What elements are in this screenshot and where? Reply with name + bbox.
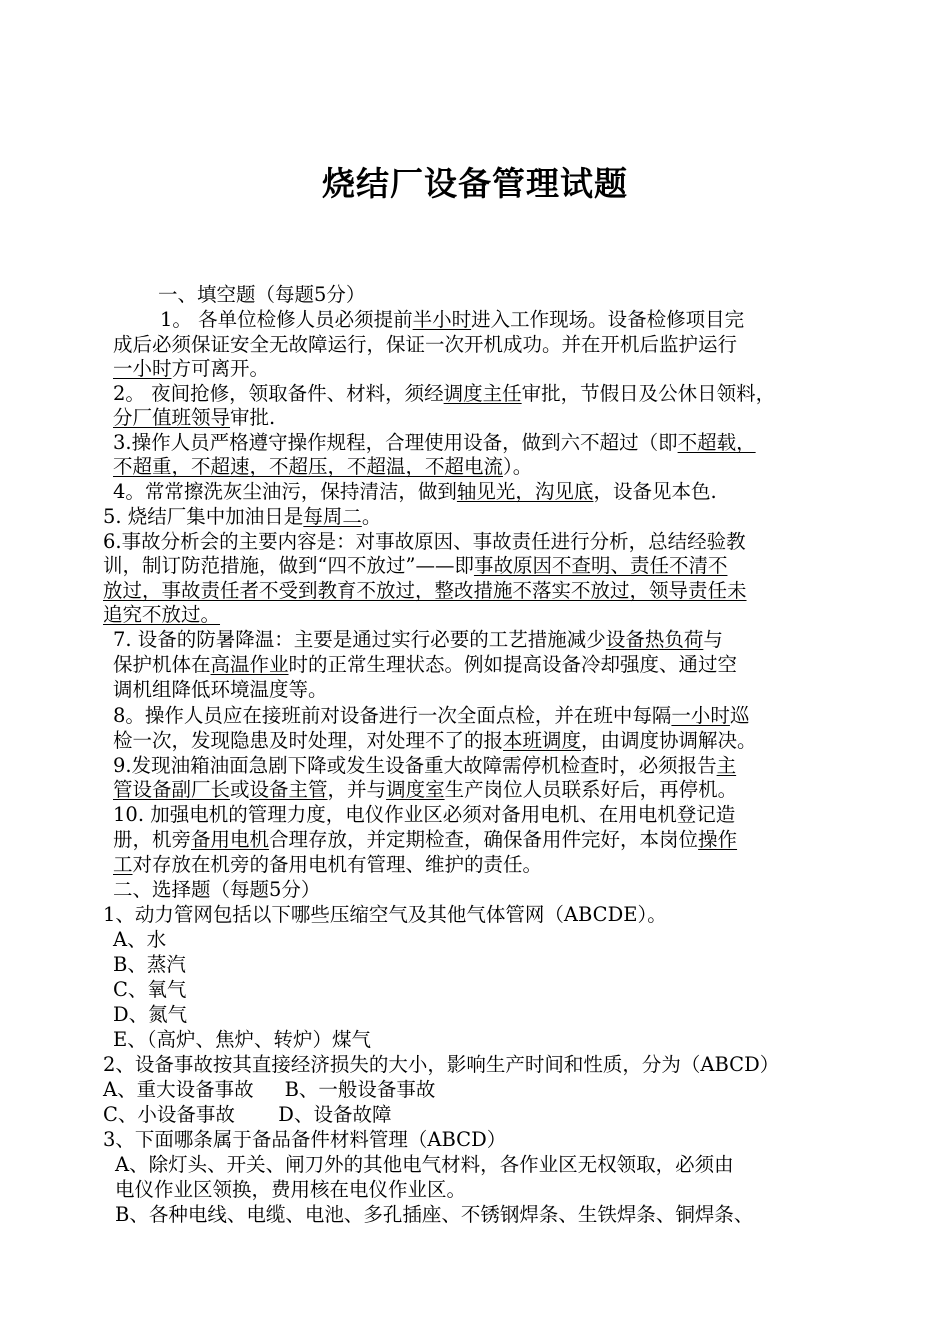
text-segment: 合理存放，并定期检查，确保备用件完好，本岗位 xyxy=(269,828,699,851)
underlined-answer: 放过，事故责任者不受到教育不放过，整改措施不落实不放过，领导责任未 xyxy=(103,579,747,602)
text-segment: A、除灯头、开关、闸刀外的其他电气材料，各作业区无权领取，必须由 xyxy=(115,1153,734,1176)
text-segment: 1。 各单位检修人员必须提前 xyxy=(160,308,413,331)
underlined-answer: 一小时 xyxy=(113,357,172,380)
text-line xyxy=(113,828,737,852)
text-segment: B、蒸汽 xyxy=(113,953,186,976)
text-segment: 检一次，发现隐患及时处理，对处理不了的报 xyxy=(113,729,504,752)
text-segment: B、各种电线、电缆、电池、多孔插座、不锈钢焊条、生铁焊条、铜焊条、 xyxy=(115,1203,754,1226)
text-segment: 进入工作现场。设备检修项目完 xyxy=(471,308,745,331)
underlined-answer: 半小时 xyxy=(412,308,472,331)
text-line xyxy=(113,480,717,504)
text-line xyxy=(113,678,328,702)
underlined-answer: 每周二 xyxy=(303,505,362,528)
text-line xyxy=(113,729,757,753)
text-segment: 8。操作人员应在接班前对设备进行一次全面点检，并在班中每隔 xyxy=(113,704,672,727)
text-line xyxy=(103,505,381,529)
text-line xyxy=(113,455,532,479)
text-line xyxy=(113,878,320,902)
text-segment: 或 xyxy=(230,778,250,801)
text-segment: 4。常常擦洗灰尘油污，保持清洁，做到 xyxy=(113,480,457,503)
text-line xyxy=(115,1153,734,1177)
text-line xyxy=(103,903,667,927)
text-line xyxy=(113,853,542,877)
text-segment: 与 xyxy=(703,628,723,651)
text-line xyxy=(113,357,269,381)
underlined-answer: 主 xyxy=(716,754,737,777)
text-line xyxy=(103,1078,435,1102)
text-segment: 6.事故分析会的主要内容是：对事故原因、事故责任进行分析，总结经验教 xyxy=(103,530,746,553)
text-segment: C、氧气 xyxy=(113,978,187,1001)
text-line xyxy=(160,308,744,332)
text-segment: 训，制订防范措施，做到“四不放过”——即 xyxy=(103,554,474,577)
underlined-answer: 设备主管 xyxy=(249,778,328,801)
text-segment: 审批. xyxy=(230,406,276,429)
text-line xyxy=(113,406,275,430)
underlined-answer: 操作 xyxy=(698,828,738,851)
underlined-answer: 不超重，不超速，不超压，不超温，不超电流 xyxy=(113,455,504,478)
text-segment: 册，机旁 xyxy=(113,828,192,851)
text-segment: 10. 加强电机的管理力度，电仪作业区必须对备用电机、在用电机登记造 xyxy=(113,803,736,826)
text-line xyxy=(103,1053,779,1077)
text-segment: 对存放在机旁的备用电机有管理、维护的责任。 xyxy=(132,853,543,876)
text-segment: 调机组降低环境温度等。 xyxy=(113,678,328,701)
underlined-answer: 本班调度 xyxy=(503,729,582,752)
text-segment: D、氮气 xyxy=(113,1003,188,1026)
text-segment: ）。 xyxy=(503,455,533,478)
text-segment: 9.发现油箱油面急剧下降或发生设备重大故障需停机检查时，必须报告 xyxy=(113,754,717,777)
document-title: 烧结厂设备管理试题 xyxy=(322,164,628,203)
underlined-answer: 轴见光，沟见底 xyxy=(456,480,594,503)
text-segment: ，由调度协调解决。 xyxy=(581,729,757,752)
text-line xyxy=(103,530,746,554)
text-segment: 2、设备事故按其直接经济损失的大小，影响生产时间和性质，分为（ABCD） xyxy=(103,1053,780,1076)
text-segment: 7. 设备的防暑降温：主要是通过实行必要的工艺措施减少 xyxy=(113,628,606,651)
text-segment: C、小设备事故 D、设备故障 xyxy=(103,1103,392,1126)
underlined-answer: 一小时 xyxy=(671,704,730,727)
text-segment: 生产岗位人员联系好后，再停机。 xyxy=(444,778,738,801)
text-segment: ，设备见本色. xyxy=(593,480,717,503)
underlined-answer: 不超载， xyxy=(677,431,756,454)
text-line xyxy=(103,579,747,603)
text-line xyxy=(113,803,735,827)
text-segment: 巡 xyxy=(729,704,750,727)
text-line xyxy=(115,1203,753,1227)
text-segment: 3.操作人员严格遵守操作规程，合理使用设备，做到六不超过（即 xyxy=(113,431,678,454)
text-line xyxy=(113,928,166,952)
text-line xyxy=(158,283,365,307)
text-line xyxy=(113,754,736,778)
underlined-answer: 工 xyxy=(113,853,133,876)
text-segment: 保护机体在 xyxy=(113,653,211,676)
text-line xyxy=(113,333,737,357)
text-line xyxy=(103,603,220,627)
text-segment: 成后必须保证安全无故障运行，保证一次开机成功。并在开机后监护运行 xyxy=(113,333,738,356)
underlined-answer: 调度室 xyxy=(386,778,445,801)
text-line xyxy=(103,554,727,578)
text-line xyxy=(113,382,775,406)
text-segment: 一、填空题（每题5分） xyxy=(158,283,366,306)
text-segment: 时的正常生理状态。例如提高设备冷却强度、通过空 xyxy=(288,653,738,676)
underlined-answer: 追究不放过。 xyxy=(103,603,221,626)
text-segment: 电仪作业区领换，费用核在电仪作业区。 xyxy=(115,1178,467,1201)
text-line xyxy=(103,1128,506,1152)
text-segment: 方可离开。 xyxy=(171,357,270,380)
text-segment: 2。 夜间抢修，领取备件、材料，须经 xyxy=(113,382,444,405)
text-line xyxy=(115,1178,466,1202)
text-line xyxy=(113,953,186,977)
text-segment: ，并与 xyxy=(327,778,387,801)
text-segment: A、水 xyxy=(113,928,167,951)
text-line xyxy=(113,431,756,455)
underlined-answer: 设备热负荷 xyxy=(605,628,704,651)
text-segment: 审批，节假日及公休日领料， xyxy=(521,382,776,405)
underlined-answer: 事故原因不查明、责任不清不 xyxy=(473,554,728,577)
text-line xyxy=(113,653,737,677)
underlined-answer: 高温作业 xyxy=(210,653,289,676)
text-segment: A、重大设备事故 B、一般设备事故 xyxy=(103,1078,436,1101)
underlined-answer: 管设备副厂长 xyxy=(113,778,231,801)
text-line xyxy=(113,1003,187,1027)
text-segment: E、（高炉、焦炉、转炉）煤气 xyxy=(113,1028,371,1051)
underlined-answer: 备用电机 xyxy=(191,828,270,851)
text-line xyxy=(113,628,723,652)
text-segment: 二、选择题（每题5分） xyxy=(113,878,321,901)
text-line xyxy=(113,704,749,728)
text-segment: 5. 烧结厂集中加油日是 xyxy=(103,505,304,528)
text-segment: 3、下面哪条属于备品备件材料管理（ABCD） xyxy=(103,1128,507,1151)
text-line xyxy=(113,978,186,1002)
text-segment: 1、动力管网包括以下哪些压缩空气及其他气体管网（ABCDE）。 xyxy=(103,903,667,926)
text-line xyxy=(103,1103,391,1127)
text-segment: 。 xyxy=(361,505,382,528)
underlined-answer: 调度主任 xyxy=(443,382,522,405)
text-line xyxy=(113,1028,371,1052)
underlined-answer: 分厂值班领导 xyxy=(113,406,231,429)
text-line xyxy=(113,778,737,802)
